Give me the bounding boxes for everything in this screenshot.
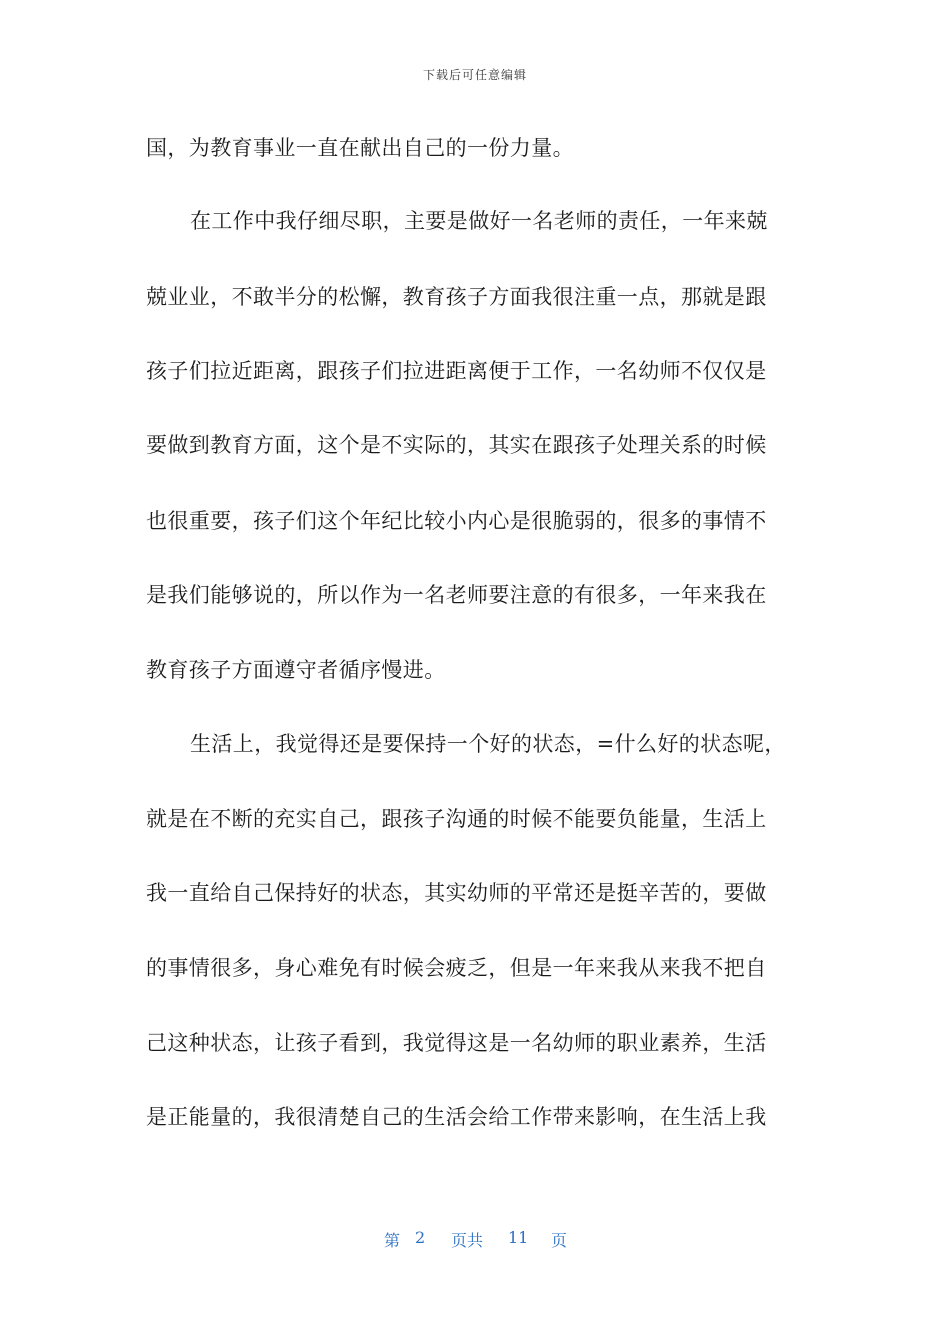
footer-suffix: 页 — [551, 1231, 568, 1250]
paragraph-start-line: 在工作中我仔细尽职，主要是做好一名老师的责任，一年来兢 — [190, 209, 768, 233]
body-line: 己这种状态，让孩子看到，我觉得这是一名幼师的职业素养，生活 — [146, 1031, 767, 1055]
body-line: 就是在不断的充实自己，跟孩子沟通的时候不能要负能量，生活上 — [146, 807, 767, 831]
body-line: 孩子们拉近距离，跟孩子们拉进距离便于工作，一名幼师不仅仅是 — [146, 359, 767, 383]
total-pages: 11 — [508, 1228, 529, 1247]
current-page-number: 2 — [415, 1228, 426, 1247]
paragraph-start-line: 生活上，我觉得还是要保持一个好的状态，=什么好的状态呢， — [190, 732, 786, 756]
footer-prefix: 第 — [384, 1231, 401, 1250]
body-line: 也很重要，孩子们这个年纪比较小内心是很脆弱的，很多的事情不 — [146, 509, 767, 533]
page-header: 下载后可任意编辑 — [422, 68, 527, 82]
body-line: 兢业业，不敢半分的松懈，教育孩子方面我很注重一点，那就是跟 — [146, 285, 767, 309]
body-line: 是正能量的，我很清楚自己的生活会给工作带来影响，在生活上我 — [146, 1105, 767, 1129]
body-line: 的事情很多，身心难免有时候会疲乏，但是一年来我从来我不把自 — [146, 956, 767, 980]
body-line: 要做到教育方面，这个是不实际的，其实在跟孩子处理关系的时候 — [146, 433, 767, 457]
body-line: 是我们能够说的，所以作为一名老师要注意的有很多，一年来我在 — [146, 583, 767, 607]
body-line: 我一直给自己保持好的状态，其实幼师的平常还是挺辛苦的，要做 — [146, 881, 767, 905]
footer-middle: 页共 — [451, 1231, 484, 1250]
body-line: 教育孩子方面遵守者循序慢进。 — [146, 658, 446, 682]
body-line: 国，为教育事业一直在献出自己的一份力量。 — [146, 136, 574, 160]
